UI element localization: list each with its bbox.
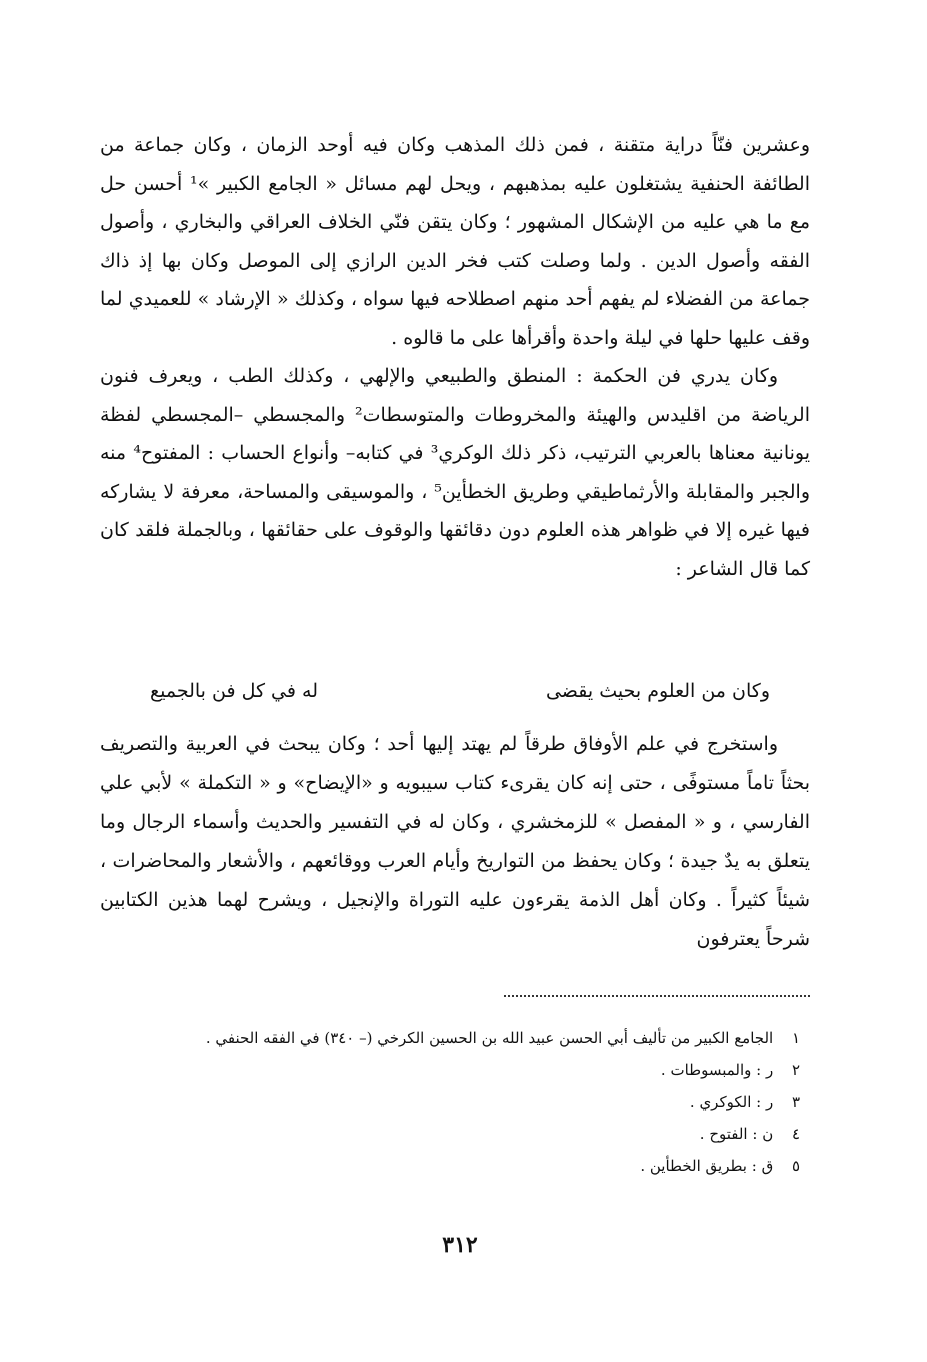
paragraph-1: وعشرين فنّاً دراية متقنة ، فمن ذلك المذهب وكان فيه أوحد الزمان ، وكان جماعة من الطائفة الحنفية يشتغلون عليه بمذهبهم ، ويحل لهم مسائل « الجامع الكبير »¹ أحسن حل مع ما هي عليه من الإشكال المشهور ؛ وكان يتقن فنّي الخلاف العراقي والبخاري ، وأصول الفقه وأصول الدين . ولما وصلت كتب فخر الدين الرازي إلى الموصل وكان بها إذ ذاك جماعة من الفضلاء لم يفهم أحد منهم اصطلاحه فيها سواه ، وكذلك « الإرشاد » للعميدي لما وقف عليها حلها في ليلة واحدة وأقرأها على ما قالوه . [100, 134, 810, 349]
footnote-item [100, 1086, 800, 1118]
paragraph-2: وكان يدري فن الحكمة : المنطق والطبيعي والإلهي ، وكذلك الطب ، ويعرف فنون الرياضة من اقليدس والهيئة والمخروطات والمتوسطات² والمجسطي –المجسطي لفظة يونانية معناها بالعربي الترتيب، ذكر ذلك الوكري³ في كتابه– وأنواع الحساب : المفتوح⁴ منه والجبر والمقابلة والأرثماطيقي وطريق الخطأين⁵ ، والموسيقى والمساحة، معرفة لا يشاركه فيها غيره إلا في ظواهر هذه العلوم دون دقائقها والوقوف على حقائقها ، وبالجملة فلقد كان كما قال الشاعر : [100, 365, 810, 580]
footnote-item [100, 1150, 800, 1182]
footnote-number: ٤ [791, 1125, 800, 1143]
closing-text-block [100, 725, 810, 959]
footnotes [100, 1022, 800, 1182]
footnote-number: ١ [791, 1029, 800, 1047]
footnote-item [100, 1054, 800, 1086]
verse-second-hemistich: له في كل فن بالجميع [150, 680, 318, 702]
verse-first-hemistich: وكان من العلوم بحيث يقضى [545, 680, 770, 702]
footnote-number: ٥ [791, 1157, 800, 1175]
footnote-text: ر : الكوكري . [689, 1093, 774, 1111]
footnote-item [100, 1022, 800, 1054]
page-number: ٣١٢ [442, 1232, 478, 1258]
footnote-text: الجامع الكبير من تأليف أبي الحسن عبيد الله بن الحسين الكرخي (– ٣٤٠) في الفقه الحنفي . [205, 1029, 774, 1047]
footnote-text: ر : والمبسوطات . [660, 1061, 774, 1079]
footnote-number: ٣ [791, 1093, 800, 1111]
footnote-divider [504, 995, 810, 997]
footnote-number: ٢ [791, 1061, 800, 1079]
poetry-verse [150, 673, 770, 709]
footnote-text: ق : بطريق الخطأين . [640, 1157, 774, 1175]
footnote-text: ن : الفتوح . [699, 1125, 774, 1143]
paragraph-3: واستخرج في علم الأوفاق طرقاً لم يهتد إليها أحد ؛ وكان يبحث في العربية والتصريف بحثاً تاماً مستوفًى ، حتى إنه كان يقرىء كتاب سيبويه و «الإيضاح» و « التكملة » لأبي علي الفارسي ، و « المفصل » للزمخشري ، وكان له في التفسير والحديث وأسماء الرجال وما يتعلق به يدٌ جيدة ؛ وكان يحفظ من التواريخ وأيام العرب ووقائعهم ، والأشعار والمحاضرات ، شيئاً كثيراً . وكان أهل الذمة يقرءون عليه التوراة والإنجيل ، ويشرح لهما هذين الكتابين شرحاً يعترفون [100, 733, 810, 950]
main-text-block [100, 126, 810, 588]
footnote-item [100, 1118, 800, 1150]
